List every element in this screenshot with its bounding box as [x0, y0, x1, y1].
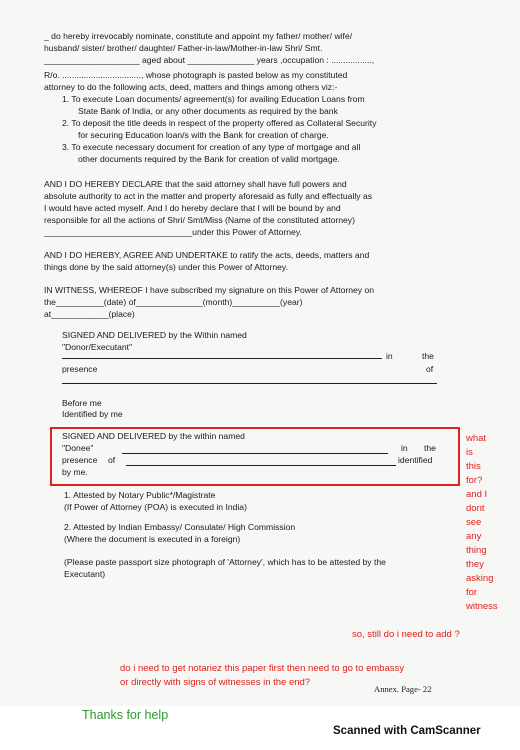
agree-line: AND I DO HEREBY, AGREE AND UNDERTAKE to ratify the acts, deeds, matters and [44, 250, 370, 260]
thanks-message: Thanks for help [82, 708, 169, 722]
witness-line: at____________(place) [44, 309, 135, 319]
intro-line: _ do hereby irrevocably nominate, constitute and appoint my father/ mother/ wife/ [44, 31, 353, 41]
donor-presence-line [62, 383, 437, 384]
declare-line: responsible for all the actions of Shri/ Smt/Miss (Name of the constituted attorney) [44, 215, 355, 225]
donee-presence-line [126, 465, 396, 466]
donor-of-label: of [426, 364, 434, 374]
declare-line: absolute authority to act in the matter and property aforesaid as fully and effectually as [44, 191, 373, 201]
donor-signature-line [62, 358, 382, 359]
declare-line: AND I DO HEREBY DECLARE that the said attorney shall have full powers and [44, 179, 347, 189]
side-note-word: is [466, 447, 473, 458]
intro-line: husband/ sister/ brother/ daughter/ Father-in-law/Mother-in-law Shri/ Smt. [44, 43, 323, 53]
intro-line: attorney to do the following acts, deed, matters and things among others viz:- [44, 82, 338, 92]
intro-line: ____________________ aged about ______________ years ,occupation : ................., [44, 55, 375, 65]
donor-the-label: the [422, 351, 434, 361]
signed-donor-subheading: "Donor/Executant" [62, 342, 133, 352]
side-note-word: they [466, 559, 484, 570]
witness-line: the__________(date) of______________(month)__________(year) [44, 297, 303, 307]
item-3-line: other documents required by the Bank for creation of valid mortgage. [78, 154, 340, 164]
side-note-word: asking [466, 573, 494, 584]
annex-page-label: Annex. Page- 22 [374, 684, 432, 694]
identified-by-me-label: Identified by me [62, 409, 123, 419]
attested-notary: 1. Attested by Notary Public*/Magistrate [64, 490, 216, 500]
intro-line: R/o. ................................., whose photograph is pasted below as my constituted [44, 70, 348, 80]
donor-in-label: in [386, 351, 393, 361]
donee-by-me-label: by me. [62, 467, 88, 477]
witness-line: IN WITNESS, WHEREOF I have subscribed my signature on this Power of Attorney on [44, 285, 375, 295]
question-notary-line: do i need to get notariez this paper first then need to go to embassy [120, 663, 405, 674]
side-note-word: for? [466, 475, 483, 486]
agree-line: things done by the said attorney(s) under this Power of Attorney. [44, 262, 288, 272]
attested-embassy: 2. Attested by Indian Embassy/ Consulate/ High Commission [64, 522, 296, 532]
donee-in-label: in [401, 443, 408, 453]
donor-presence-label: presence [62, 364, 98, 374]
item-2-line: 2. To deposit the title deeds in respect of the property offered as Collateral Security [62, 118, 377, 128]
donee-of-label: of [108, 455, 116, 465]
before-me-label: Before me [62, 398, 102, 408]
attested-notary-note: (If Power of Attorney (POA) is executed in India) [64, 502, 247, 512]
donee-signature-line [122, 453, 388, 454]
side-note-word: see [466, 517, 482, 528]
side-note-word: and I [466, 489, 488, 500]
side-note-word: thing [466, 545, 487, 556]
item-2-line: for securing Education loan/s with the Bank for creation of charge. [78, 130, 329, 140]
signed-donor-heading: SIGNED AND DELIVERED by the Within named [62, 330, 247, 340]
donee-identified-label: identified [398, 455, 433, 465]
declare-line: I would have acted myself. And I do hereby declare that I will be bound by and [44, 203, 341, 213]
side-note-word: witness [466, 601, 498, 612]
scanner-watermark: Scanned with CamScanner [333, 725, 481, 737]
item-3-line: 3. To execute necessary document for creation of any type of mortgage and all [62, 142, 361, 152]
side-note-word: any [466, 531, 482, 542]
donee-presence-label: presence [62, 455, 98, 465]
donee-the-label: the [424, 443, 436, 453]
signed-donee-heading: SIGNED AND DELIVERED by the within named [62, 431, 245, 441]
question-notary-line: or directly with signs of witnesses in the end? [120, 677, 311, 688]
item-1-line: State Bank of India, or any other documents as required by the bank [78, 106, 338, 116]
side-note-word: dont [466, 503, 485, 514]
question-add: so, still do i need to add ? [352, 629, 460, 640]
item-1-line: 1. To execute Loan documents/ agreement(s) for availing Education Loans from [62, 94, 365, 104]
photo-note-line: (Please paste passport size photograph of 'Attorney', which has to be attested by the [64, 557, 386, 567]
signed-donee-subheading: "Donee" [62, 443, 94, 453]
side-note-word: this [466, 461, 481, 472]
attested-embassy-note: (Where the document is executed in a foreign) [64, 534, 241, 544]
declare-line: _______________________________under this Power of Attorney. [44, 227, 302, 237]
side-note-word: for [466, 587, 478, 598]
side-note-word: what [466, 433, 487, 444]
photo-note-line: Executant) [64, 569, 106, 579]
